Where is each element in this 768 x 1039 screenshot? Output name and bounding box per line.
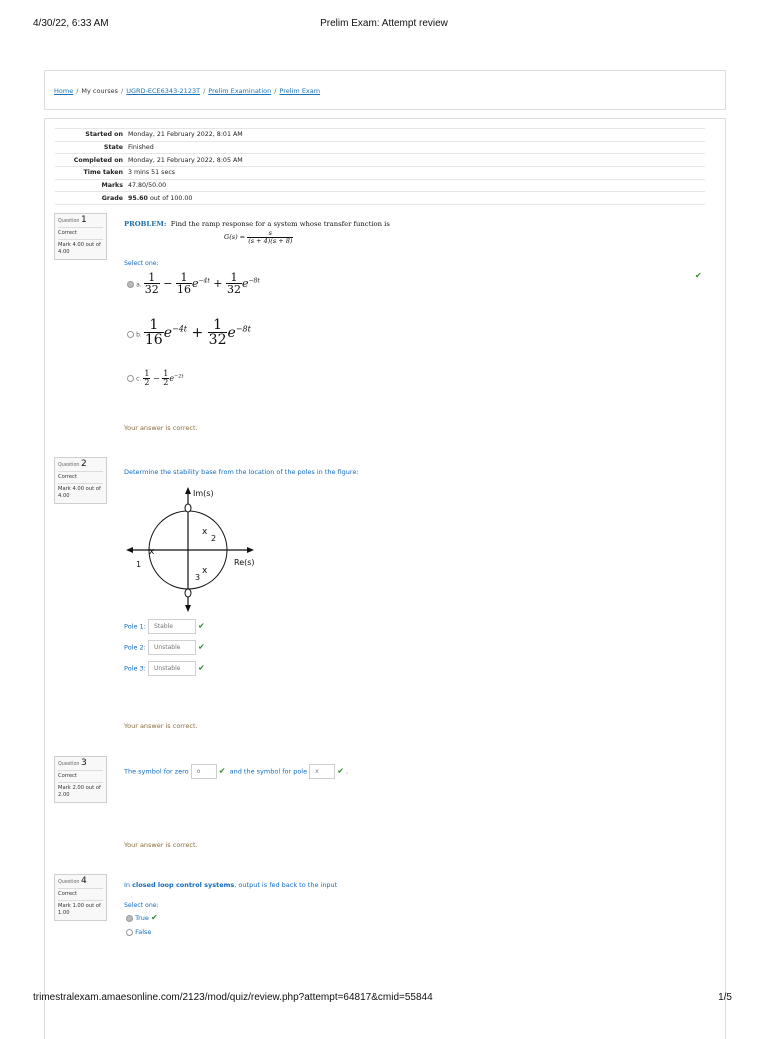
check-icon: ✔ [695,271,702,280]
transfer-function: G(s) = $\frac{s}{(s + 4)(s + 8)}$ [224,229,293,245]
summary-value: 3 mins 51 secs [128,169,176,177]
summary-label: Time taken [83,169,123,177]
question-status: Correct [58,227,103,237]
breadcrumb [54,87,320,95]
pole-answer-label: Pole 2: [124,643,146,652]
pole-number-3: 3 [195,573,201,582]
check-icon: ✔ [337,766,344,776]
option-b[interactable] [127,318,251,347]
imaginary-axis-label: Im(s) [193,489,214,498]
summary-value: Monday, 21 February 2022, 8:01 AM [128,131,243,139]
select-one-label: Select one: [124,902,159,909]
question-mark: Mark 4.00 out of 4.00 [58,483,103,500]
question-number: 1 [81,215,87,225]
question-feedback: Your answer is correct. [124,722,198,730]
option-c[interactable] [127,370,183,387]
pole-answer-label: Pole 3: [124,664,146,673]
summary-row [55,179,705,192]
print-datetime: 4/30/22, 6:33 AM [33,18,109,29]
question-mark: Mark 2.00 out of 2.00 [58,782,103,799]
pole-marker-2: x [202,527,208,537]
option-b-formula: $\frac{1}{16}$ $e^{-4t}$ + $\frac{1}{32}$ $e^{-8t}$ [144,317,251,348]
question-info-4 [54,874,107,921]
radio-icon[interactable] [126,915,133,922]
print-url: trimestralexam.amaesonline.com/2123/mod/quiz/review.php?attempt=64817&cmid=55844 [33,992,433,1003]
summary-label: State [103,144,123,152]
summary-label: Grade [101,194,123,202]
summary-row [55,141,705,154]
option-letter: a. [136,281,142,289]
summary-label: Started on [85,131,123,139]
question-number: 3 [81,758,87,768]
pole-zero-figure [123,483,268,615]
question-text-bold: closed loop control systems [132,881,235,889]
pole-marker-1: x [149,547,155,557]
breadcrumb-separator: / [274,87,277,95]
summary-value: Monday, 21 February 2022, 8:05 AM [128,156,243,164]
radio-icon[interactable] [127,375,134,382]
radio-icon[interactable] [127,281,134,288]
pole-answer-row [124,661,205,676]
grade-out-of: out of 100.00 [149,194,193,202]
question-text: . [346,767,349,776]
option-true[interactable] [126,913,158,922]
breadcrumb-section-link[interactable]: Prelim Examination [208,87,272,95]
breadcrumb-separator: / [121,87,124,95]
breadcrumb-separator: / [76,87,79,95]
pole-marker-3: x [202,566,208,576]
summary-value: 47.80/50.00 [128,182,167,190]
breadcrumb-quiz-link[interactable]: Prelim Exam [279,87,321,95]
problem-label: PROBLEM: [124,220,167,228]
pole-2-select[interactable]: Unstable [148,640,196,655]
pole-symbol-select[interactable]: x [309,764,335,779]
summary-row [55,167,705,180]
question-info-1 [54,213,107,260]
question-status: Correct [58,770,103,780]
question-mark: Mark 4.00 out of 4.00 [58,239,103,256]
question-body-1 [124,220,704,387]
zero-symbol-select[interactable]: o [191,764,217,779]
option-true-label: True [135,914,149,922]
breadcrumb-course-link[interactable]: UGRD-ECE6343-2123T [126,87,201,95]
option-false-label: False [135,928,152,936]
check-icon: ✔ [198,621,205,631]
option-c-formula: $\frac{1}{2}$ − $\frac{1}{2}$ $e^{-2t}$ [144,369,184,387]
question-body-3 [124,764,348,779]
print-title: Prelim Exam: Attempt review [320,18,448,29]
pole-3-select[interactable]: Unstable [148,661,196,676]
option-a[interactable] [127,272,260,295]
print-page-number: 1/5 [718,992,732,1003]
attempt-summary-table [55,128,705,205]
option-letter: b. [136,331,142,339]
breadcrumb-separator: / [203,87,206,95]
radio-icon[interactable] [126,929,133,936]
real-axis-label: Re(s) [234,558,255,567]
question-feedback: Your answer is correct. [124,424,198,432]
question-number: 4 [81,876,87,886]
question-status: Correct [58,888,103,898]
pole-number-2: 2 [211,534,217,543]
question-text: and the symbol for pole [229,767,308,776]
breadcrumb-my-courses: My courses [81,87,119,95]
question-number: 2 [81,459,87,469]
option-a-formula: $\frac{1}{32}$ − $\frac{1}{16}$ $e^{-4t}$ + $\frac{1}{32}$ $e^{-8t}$ [144,271,260,296]
question-prefix: Question [58,762,80,767]
summary-value: Finished [128,144,154,152]
summary-row [55,129,705,142]
question-prefix: Question [58,880,80,885]
summary-row [55,192,705,205]
grade-value: 95.60 [128,194,148,202]
pole-number-1: 1 [136,560,142,569]
question-text: In [124,881,131,889]
question-info-3 [54,756,107,803]
select-one-label: Select one: [124,260,159,267]
question-info-2 [54,457,107,504]
pole-1-select[interactable]: Stable [148,619,196,634]
check-icon: ✔ [218,766,226,776]
question-text: Determine the stability base from the location of the poles in the figure: [124,468,359,476]
check-icon: ✔ [198,663,205,673]
question-body-4 [124,881,337,889]
breadcrumb-card [44,70,726,110]
question-status: Correct [58,471,103,481]
question-mark: Mark 1.00 out of 1.00 [58,900,103,917]
option-letter: c. [136,375,142,383]
check-icon: ✔ [198,642,205,652]
question-feedback: Your answer is correct. [124,841,198,849]
check-icon: ✔ [150,913,158,922]
breadcrumb-home-link[interactable]: Home [54,87,74,95]
summary-label: Marks [101,182,123,190]
question-prefix: Question [58,463,80,468]
question-text: , output is fed back to the input [234,881,338,889]
pole-answer-row [124,619,205,634]
question-text: The symbol for zero [124,767,189,776]
summary-label: Completed on [73,156,123,164]
attempt-review-card [44,118,726,1039]
pole-answer-label: Pole 1: [124,622,146,631]
radio-icon[interactable] [127,331,134,338]
summary-row [55,154,705,167]
question-text: Find the ramp response for a system whose transfer function is [170,220,390,228]
question-prefix: Question [58,219,80,224]
pole-answer-row [124,640,205,655]
option-false[interactable] [126,928,151,936]
summary-value [128,192,705,205]
